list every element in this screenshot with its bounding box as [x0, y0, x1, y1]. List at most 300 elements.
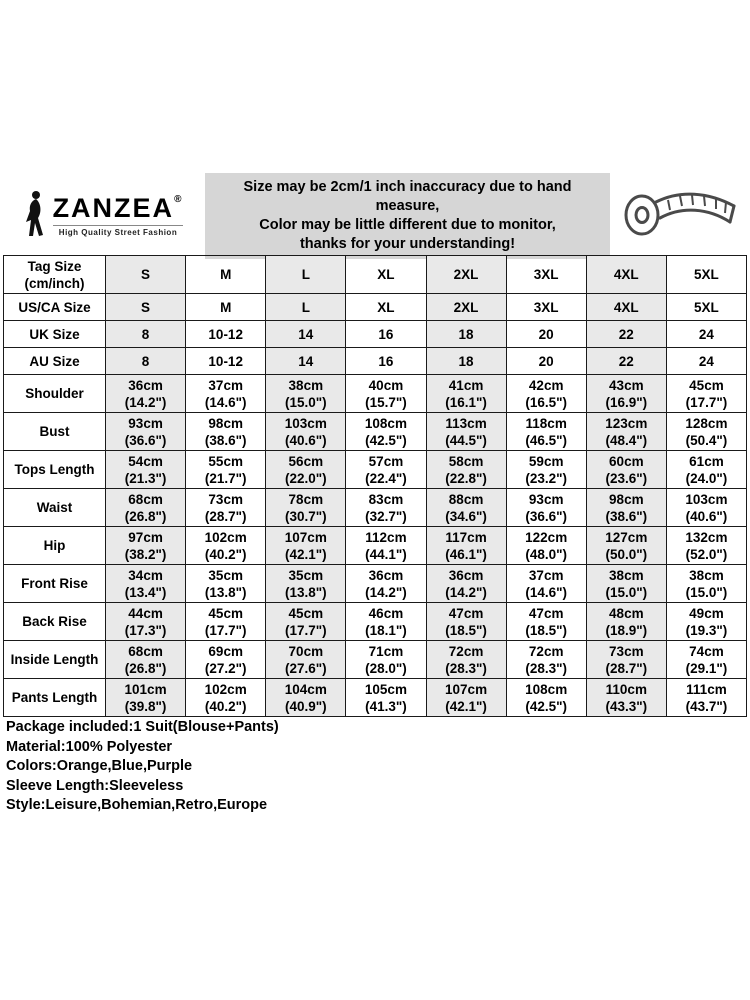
size-cell-line: M [220, 299, 232, 315]
size-cell [586, 527, 666, 565]
size-cell [506, 348, 586, 375]
size-cell [186, 565, 266, 603]
size-cell-line: 41cm [448, 377, 484, 393]
header [0, 180, 750, 252]
table-row [4, 256, 747, 294]
size-cell-line: (13.8") [204, 584, 247, 600]
size-cell-line: 103cm [284, 415, 327, 431]
size-cell-line: 48cm [609, 605, 644, 621]
size-cell-line: 112cm [365, 529, 407, 545]
detail-line: Colors:Orange,Blue,Purple [6, 758, 193, 774]
size-cell-line: 70cm [288, 643, 324, 659]
size-cell [106, 294, 186, 321]
size-cell [506, 294, 586, 321]
size-cell [586, 489, 666, 527]
table-row [4, 641, 747, 679]
size-cell [666, 641, 746, 679]
table-row [4, 527, 747, 565]
size-cell-line: 38cm [689, 567, 724, 583]
size-cell-line: M [220, 267, 232, 282]
size-cell-line: (26.8") [124, 660, 167, 676]
notice-box [205, 173, 610, 259]
size-cell-line: (18.1") [365, 622, 407, 638]
size-cell-line: 57cm [368, 453, 404, 469]
size-cell [266, 413, 346, 451]
size-cell-line: 98cm [609, 491, 644, 507]
size-cell [106, 679, 186, 717]
size-cell-line: (18.5") [445, 622, 487, 638]
size-cell-line: (41.3") [365, 698, 407, 714]
size-table [3, 255, 747, 717]
size-cell [266, 348, 346, 375]
detail-line: Sleeve Length:Sleeveless [6, 777, 184, 794]
size-cell-line: XL [377, 267, 395, 282]
size-cell-line: 35cm [288, 567, 324, 583]
size-cell-line: 54cm [128, 453, 163, 469]
row-label [4, 413, 106, 451]
size-cell [346, 413, 426, 451]
size-cell [346, 256, 426, 294]
size-cell-line: (22.0") [284, 470, 327, 486]
size-cell-line: (15.0") [284, 394, 327, 410]
size-cell [426, 489, 506, 527]
size-cell [666, 565, 746, 603]
size-cell [666, 375, 746, 413]
size-cell-line: 68cm [128, 491, 163, 507]
notice-line-2: Color may be little different due to monitor, [259, 217, 556, 233]
size-cell-line: 18 [458, 326, 474, 342]
brand-tagline: High Quality Street Fashion [53, 225, 184, 237]
tape-measure-icon [610, 187, 750, 245]
size-cell-line: (15.7") [365, 394, 407, 410]
row-label [4, 348, 106, 375]
size-cell-line: 107cm [284, 529, 327, 545]
size-cell-line: (50.4") [685, 432, 728, 448]
size-cell-line: 74cm [689, 643, 724, 659]
row-label-line: Back Rise [22, 614, 87, 629]
size-cell-line: 24 [698, 353, 714, 369]
size-cell-line: 4XL [613, 267, 639, 282]
size-cell [346, 527, 426, 565]
size-cell-line: 113cm [445, 415, 487, 431]
size-cell-line: 71cm [368, 643, 404, 659]
size-cell-line: 69cm [208, 643, 243, 659]
size-cell [506, 375, 586, 413]
woman-figure-icon [22, 190, 48, 243]
size-cell-line: 47cm [528, 605, 564, 621]
size-cell [186, 375, 266, 413]
size-cell-line: S [141, 267, 151, 282]
size-cell-line: 16 [378, 326, 394, 342]
size-cell-line: (28.7") [204, 508, 247, 524]
size-cell [106, 641, 186, 679]
size-cell [186, 641, 266, 679]
size-cell [106, 348, 186, 375]
size-cell [266, 679, 346, 717]
size-cell [426, 413, 506, 451]
size-cell-line: 38cm [609, 567, 644, 583]
size-cell-line: (19.3") [685, 622, 728, 638]
row-label [4, 527, 106, 565]
size-cell-line: 42cm [528, 377, 564, 393]
size-cell-line: 123cm [605, 415, 648, 431]
size-cell-line: (29.1") [685, 660, 728, 676]
size-cell-line: (23.6") [605, 470, 648, 486]
size-cell [506, 489, 586, 527]
size-cell-line: 68cm [128, 643, 163, 659]
size-cell [586, 256, 666, 294]
table-row [4, 321, 747, 348]
detail-line: Style:Leisure,Bohemian,Retro,Europe [6, 797, 268, 813]
size-cell-line: 43cm [609, 377, 644, 393]
size-cell-line: 49cm [689, 605, 724, 621]
size-cell [106, 413, 186, 451]
size-cell-line: (40.9") [284, 698, 327, 714]
size-cell-line: (42.5") [365, 432, 407, 448]
size-cell-line: (46.1") [445, 546, 487, 562]
size-cell-line: 45cm [689, 377, 724, 393]
size-cell [586, 679, 666, 717]
size-cell [346, 294, 426, 321]
size-cell [346, 679, 426, 717]
size-cell [266, 321, 346, 348]
row-label-line: Hip [43, 538, 66, 553]
size-cell-line: 37cm [528, 567, 564, 583]
size-cell-line: 3XL [533, 299, 559, 315]
size-cell-line: 38cm [288, 377, 324, 393]
size-cell-line: (50.0") [605, 546, 648, 562]
size-cell-line: (24.0") [685, 470, 728, 486]
size-cell-line: (40.2") [204, 546, 247, 562]
size-cell [506, 641, 586, 679]
size-cell-line: 98cm [208, 415, 243, 431]
size-cell [106, 489, 186, 527]
row-label-line: Inside Length [10, 652, 99, 667]
table-row [4, 679, 747, 717]
size-cell-line: (28.3") [445, 660, 487, 676]
size-cell [266, 641, 346, 679]
brand-logo [0, 190, 205, 243]
row-label [4, 321, 106, 348]
size-cell [186, 256, 266, 294]
size-cell [266, 489, 346, 527]
size-cell [426, 451, 506, 489]
size-cell-line: (21.3") [124, 470, 167, 486]
size-cell [186, 451, 266, 489]
size-cell-line: (38.6") [605, 508, 648, 524]
size-cell-line: 20 [538, 353, 554, 369]
table-row [4, 451, 747, 489]
size-cell [506, 679, 586, 717]
row-label-line: Tag Size [27, 258, 82, 274]
size-cell-line: 18 [458, 353, 474, 369]
size-cell [506, 256, 586, 294]
size-cell [186, 527, 266, 565]
size-cell-line: (44.5") [445, 432, 487, 448]
size-cell-line: 46cm [368, 605, 404, 621]
size-cell [666, 603, 746, 641]
size-cell [266, 565, 346, 603]
size-cell [106, 565, 186, 603]
size-cell-line: 22 [618, 326, 634, 342]
size-cell-line: 44cm [128, 605, 163, 621]
size-cell-line: (22.4") [365, 470, 407, 486]
size-cell-line: 101cm [124, 681, 167, 697]
size-cell-line: 3XL [533, 267, 559, 282]
size-cell-line: 40cm [368, 377, 404, 393]
size-cell [586, 321, 666, 348]
size-cell [666, 451, 746, 489]
size-cell [586, 451, 666, 489]
size-cell [666, 321, 746, 348]
size-cell-line: 2XL [453, 267, 479, 282]
size-cell-line: (52.0") [685, 546, 728, 562]
size-cell-line: (15.0") [605, 584, 648, 600]
detail-line: Material:100% Polyester [6, 738, 173, 755]
size-cell-line: 2XL [453, 299, 479, 315]
size-cell-line: (28.7") [605, 660, 648, 676]
size-cell [266, 603, 346, 641]
size-cell [426, 375, 506, 413]
brand-text-block [53, 195, 184, 237]
size-cell-line: 93cm [528, 491, 564, 507]
size-cell-line: (48.4") [605, 432, 648, 448]
size-cell-line: (40.2") [204, 698, 247, 714]
size-cell-line: (13.4") [124, 584, 167, 600]
size-cell-line: 111cm [686, 681, 727, 697]
size-cell-line: (40.6") [284, 432, 327, 448]
size-cell-line: (18.9") [605, 622, 648, 638]
size-cell-line: 103cm [685, 491, 728, 507]
size-cell-line: 56cm [288, 453, 324, 469]
size-cell-line: (15.0") [685, 584, 728, 600]
size-cell-line: 132cm [685, 529, 728, 545]
size-cell-line: 83cm [368, 491, 404, 507]
size-cell-line: (32.7") [365, 508, 407, 524]
size-cell-line: 97cm [128, 529, 163, 545]
size-cell-line: L [301, 299, 310, 315]
size-cell [266, 375, 346, 413]
size-cell-line: 78cm [288, 491, 324, 507]
size-cell-line: 14 [298, 326, 314, 342]
row-label [4, 679, 106, 717]
size-cell-line: (46.5") [525, 432, 568, 448]
size-cell [666, 348, 746, 375]
size-cell-line: (39.8") [124, 698, 167, 714]
registered-mark: ® [174, 194, 184, 205]
size-cell [586, 348, 666, 375]
size-cell-line: 34cm [128, 567, 163, 583]
size-cell-line: (22.8") [445, 470, 487, 486]
size-cell [106, 375, 186, 413]
size-cell-line: (43.3") [605, 698, 648, 714]
size-cell-line: 88cm [448, 491, 484, 507]
size-cell [186, 679, 266, 717]
size-cell [426, 256, 506, 294]
size-cell [186, 489, 266, 527]
size-cell-line: (14.2") [124, 394, 167, 410]
size-cell [346, 451, 426, 489]
size-cell-line: 36cm [448, 567, 484, 583]
size-cell-line: (14.2") [365, 584, 407, 600]
size-cell-line: 14 [298, 353, 314, 369]
size-cell [666, 294, 746, 321]
row-label [4, 294, 106, 321]
size-cell-line: 73cm [208, 491, 243, 507]
size-cell [346, 565, 426, 603]
size-cell-line: 58cm [448, 453, 484, 469]
size-cell [506, 321, 586, 348]
size-cell-line: 93cm [128, 415, 163, 431]
row-label-line: AU Size [29, 353, 80, 369]
row-label [4, 451, 106, 489]
size-cell [586, 413, 666, 451]
size-cell [346, 641, 426, 679]
size-cell-line: (14.2") [445, 584, 487, 600]
size-cell-line: (18.5") [525, 622, 568, 638]
size-cell [346, 489, 426, 527]
size-cell-line: (13.8") [284, 584, 327, 600]
size-cell-line: 35cm [208, 567, 243, 583]
size-cell [426, 565, 506, 603]
row-label-line: Front Rise [21, 576, 88, 591]
size-cell-line: (27.6") [284, 660, 327, 676]
size-cell [586, 603, 666, 641]
size-cell-line: (36.6") [124, 432, 167, 448]
size-cell-line: 36cm [128, 377, 163, 393]
size-cell [666, 527, 746, 565]
size-cell [426, 321, 506, 348]
size-cell-line: S [141, 299, 151, 315]
size-cell [346, 321, 426, 348]
row-label-line: UK Size [29, 326, 80, 342]
size-cell-line: (44.1") [365, 546, 407, 562]
size-cell [666, 256, 746, 294]
size-cell-line: L [301, 267, 310, 282]
brand-name [53, 195, 184, 222]
size-cell-line: 122cm [525, 529, 568, 545]
size-cell-line: 117cm [445, 529, 487, 545]
size-cell-line: 104cm [284, 681, 327, 697]
brand-word: ZANZEA [52, 193, 175, 223]
size-cell-line: 59cm [528, 453, 564, 469]
size-cell-line: XL [377, 299, 395, 315]
row-label-line: (cm/inch) [24, 275, 85, 291]
size-cell-line: 45cm [208, 605, 243, 621]
table-row [4, 375, 747, 413]
size-cell [186, 348, 266, 375]
size-cell-line: (48.0") [525, 546, 568, 562]
size-cell [586, 375, 666, 413]
row-label [4, 375, 106, 413]
size-cell-line: (42.1") [445, 698, 487, 714]
size-cell [506, 565, 586, 603]
size-cell-line: 72cm [528, 643, 564, 659]
size-cell [106, 321, 186, 348]
row-label [4, 603, 106, 641]
size-cell [426, 679, 506, 717]
size-cell [266, 451, 346, 489]
row-label [4, 565, 106, 603]
size-cell-line: (40.6") [685, 508, 728, 524]
size-cell-line: (26.8") [124, 508, 167, 524]
size-cell [506, 527, 586, 565]
size-cell [586, 641, 666, 679]
size-cell-line: 102cm [204, 681, 247, 697]
table-row [4, 348, 747, 375]
size-cell [346, 375, 426, 413]
size-cell-line: (16.5") [525, 394, 568, 410]
size-cell-line: (42.1") [284, 546, 327, 562]
size-cell-line: 10-12 [208, 326, 243, 342]
row-label-line: Pants Length [11, 690, 98, 705]
table-row [4, 294, 747, 321]
detail-line: Package included:1 Suit(Blouse+Pants) [6, 719, 279, 735]
size-cell [586, 294, 666, 321]
size-cell-line: 61cm [689, 453, 724, 469]
size-cell-line: (16.9") [605, 394, 648, 410]
size-cell-line: 60cm [609, 453, 644, 469]
size-cell [586, 565, 666, 603]
size-cell-line: 8 [141, 326, 150, 342]
size-cell [426, 294, 506, 321]
size-cell [426, 348, 506, 375]
size-cell [346, 348, 426, 375]
table-row [4, 413, 747, 451]
size-cell [106, 603, 186, 641]
size-cell-line: 72cm [448, 643, 484, 659]
row-label-line: US/CA Size [18, 299, 91, 315]
notice-line-1: Size may be 2cm/1 inch inaccuracy due to hand measure, [243, 179, 572, 214]
size-cell-line: 45cm [288, 605, 324, 621]
size-cell [426, 527, 506, 565]
size-cell-line: (43.7") [685, 698, 728, 714]
size-cell [266, 527, 346, 565]
size-cell-line: (21.7") [204, 470, 247, 486]
size-cell-line: (38.2") [124, 546, 167, 562]
size-cell-line: (14.6") [204, 394, 247, 410]
size-cell-line: (27.2") [204, 660, 247, 676]
size-cell-line: 16 [378, 353, 394, 369]
size-cell-line: 107cm [445, 681, 488, 697]
size-cell-line: 47cm [448, 605, 484, 621]
size-cell [106, 451, 186, 489]
size-cell [186, 603, 266, 641]
size-cell [266, 294, 346, 321]
size-cell [186, 294, 266, 321]
size-cell-line: (17.3") [124, 622, 167, 638]
table-row [4, 603, 747, 641]
size-cell [666, 489, 746, 527]
size-cell-line: (36.6") [525, 508, 568, 524]
size-cell [506, 413, 586, 451]
size-cell-line: 118cm [525, 415, 567, 431]
size-cell [186, 321, 266, 348]
size-cell-line: 110cm [605, 681, 647, 697]
size-cell-line: 102cm [204, 529, 247, 545]
row-label [4, 489, 106, 527]
size-cell [666, 413, 746, 451]
size-cell-line: 4XL [613, 299, 639, 315]
size-cell [106, 256, 186, 294]
size-cell-line: 10-12 [208, 353, 243, 369]
row-label-line: Shoulder [25, 386, 84, 401]
table-row [4, 565, 747, 603]
row-label [4, 256, 106, 294]
row-label-line: Tops Length [14, 462, 95, 477]
size-cell-line: 73cm [609, 643, 644, 659]
size-cell-line: 22 [618, 353, 634, 369]
